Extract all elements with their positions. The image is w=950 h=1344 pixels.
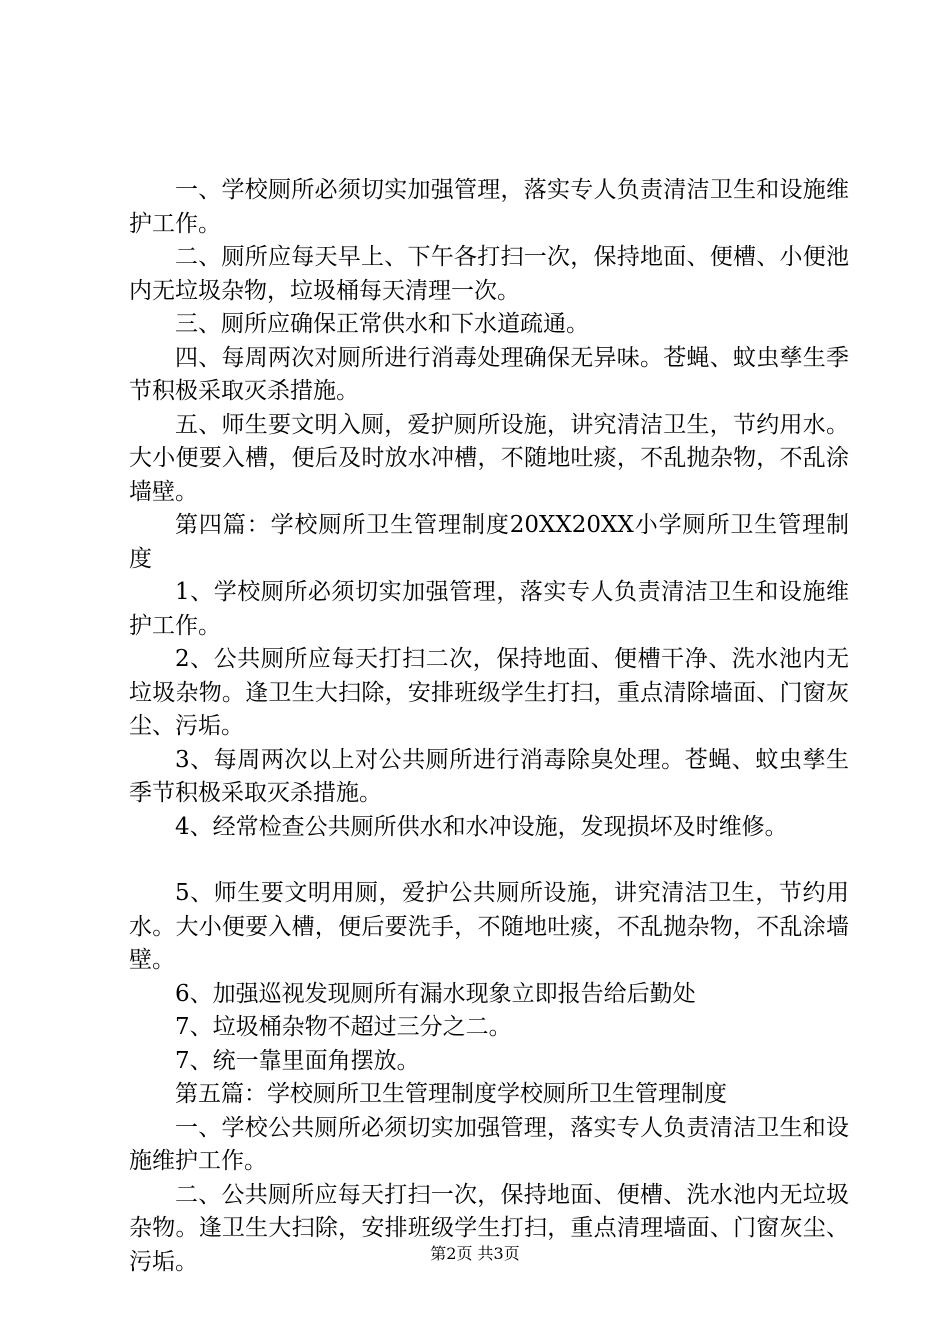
document-body bbox=[129, 174, 849, 1279]
paragraph-14: 一、学校公共厕所必须切实加强管理，落实专人负责清洁卫生和设施维护工作。 bbox=[129, 1114, 849, 1174]
paragraph-8: 3、每周两次以上对公共厕所进行消毒除臭处理。苍蝇、蚊虫孳生季节积极采取灭杀措施。 bbox=[129, 746, 849, 806]
paragraph-9: 4、经常检查公共厕所供水和水冲设施，发现损坏及时维修。 bbox=[175, 813, 788, 840]
paragraph-12: 7、垃圾桶杂物不超过三分之二。 bbox=[175, 1014, 512, 1040]
page-footer bbox=[0, 1244, 950, 1264]
paragraph-5: 五、师生要文明入厕，爱护厕所设施，讲究清洁卫生，节约用水。大小便要入槽，便后及时放水冲槽，不随地吐痰，不乱抛杂物，不乱涂墙壁。 bbox=[129, 411, 849, 505]
paragraph-gap bbox=[129, 844, 849, 877]
paragraph-2: 二、厕所应每天早上、下午各打扫一次，保持地面、便槽、小便池内无垃圾杂物，垃圾桶每天清理一次。 bbox=[129, 244, 849, 304]
paragraph-13: 7、统一靠里面角摆放。 bbox=[175, 1047, 420, 1074]
paragraph-3: 三、厕所应确保正常供水和下水道疏通。 bbox=[175, 311, 589, 337]
page-number-label: 第2页 共3页 bbox=[430, 1244, 520, 1263]
section-heading-5: 第五篇：学校厕所卫生管理制度学校厕所卫生管理制度 bbox=[175, 1081, 727, 1107]
paragraph-6: 1、学校厕所必须切实加强管理，落实专人负责清洁卫生和设施维护工作。 bbox=[129, 579, 849, 639]
paragraph-7: 2、公共厕所应每天打扫二次，保持地面、便槽干净、洗水池内无垃圾杂物。逢卫生大扫除，安排班级学生打扫，重点清除墙面、门窗灰尘、污垢。 bbox=[129, 646, 849, 739]
paragraph-4: 四、每周两次对厕所进行消毒处理确保无异味。苍蝇、蚊虫孳生季节积极采取灭杀措施。 bbox=[129, 344, 849, 404]
paragraph-11: 6、加强巡视发现厕所有漏水现象立即报告给后勤处 bbox=[175, 980, 696, 1007]
paragraph-1: 一、学校厕所必须切实加强管理，落实专人负责清洁卫生和设施维护工作。 bbox=[129, 177, 849, 237]
paragraph-15: 二、公共厕所应每天打扫一次，保持地面、便槽、洗水池内无垃圾杂物。逢卫生大扫除，安排班级学生打扫，重点清理墙面、门窗灰尘、污垢。 bbox=[129, 1181, 849, 1275]
section-heading-4: 第四篇：学校厕所卫生管理制度20XX20XX小学厕所卫生管理制度 bbox=[129, 512, 849, 572]
paragraph-10: 5、师生要文明用厕，爱护公共厕所设施，讲究清洁卫生，节约用水。大小便要入槽，便后要洗手，不随地吐痰，不乱抛杂物，不乱涂墙壁。 bbox=[129, 880, 849, 973]
